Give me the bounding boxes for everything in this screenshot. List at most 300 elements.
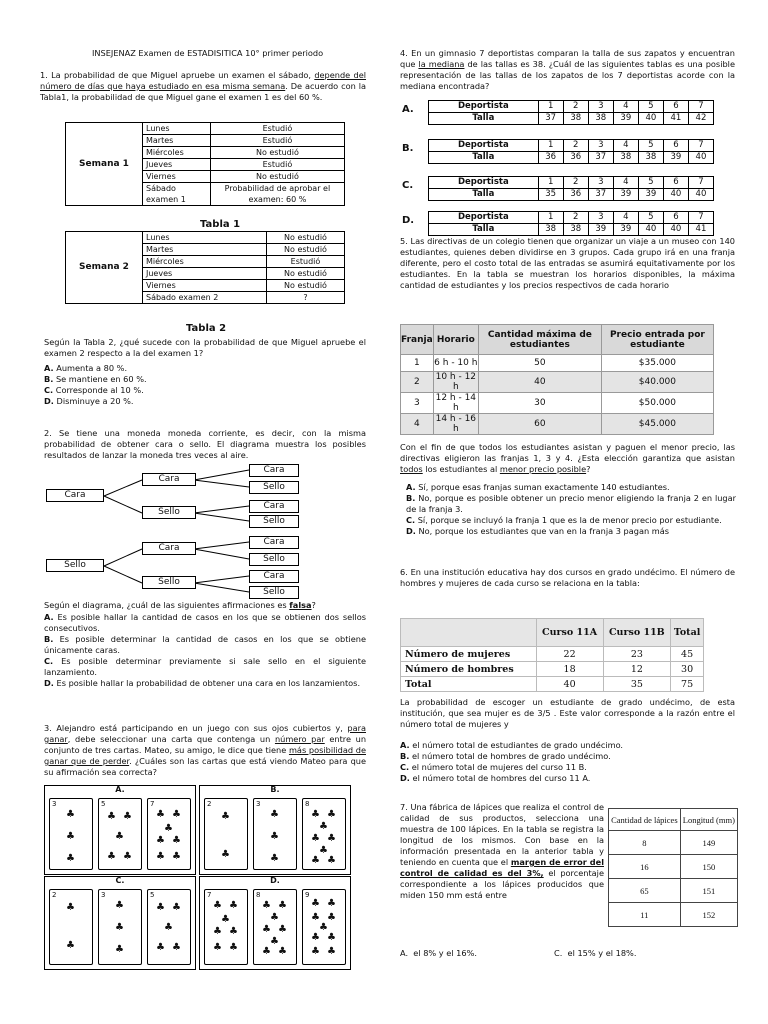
table-cell: 50 bbox=[478, 355, 601, 372]
option-item bbox=[406, 526, 736, 537]
option-item bbox=[406, 515, 736, 526]
club-icon: ♣ bbox=[164, 922, 173, 933]
table-cell: 14 h - 16 h bbox=[433, 414, 478, 435]
playing-card bbox=[253, 889, 297, 965]
status-cell: Probabilidad de aprobar el examen: 60 % bbox=[210, 183, 344, 206]
option-letter: A. bbox=[44, 612, 54, 622]
table-2-caption: Tabla 2 bbox=[186, 323, 227, 334]
athlete-cell: 2 bbox=[563, 101, 588, 113]
option-letter: D. bbox=[406, 526, 416, 536]
table-row bbox=[401, 677, 704, 692]
q7-option-c: C. el 15% y el 18%. bbox=[554, 948, 637, 958]
q1-statement: 1. La probabilidad de que Miguel apruebe un examen el sábado, depende del número de días que haya estudiado en esa misma semana. De acuerdo con la Tabla1, la probabilidad de que Miguel gane el examen 1 es del 60 %. bbox=[40, 70, 367, 102]
panel-label: D. bbox=[270, 876, 280, 885]
talla-cell: 36 bbox=[563, 189, 588, 201]
playing-card bbox=[147, 798, 191, 870]
athlete-row bbox=[429, 212, 714, 224]
status-cell: No estudió bbox=[266, 268, 344, 280]
athlete-cell: 5 bbox=[638, 140, 663, 152]
table-row bbox=[609, 879, 738, 903]
athlete-cell: 5 bbox=[638, 101, 663, 113]
club-icon: ♣ bbox=[327, 833, 336, 844]
club-icon: ♣ bbox=[262, 946, 271, 957]
club-icon: ♣ bbox=[262, 924, 271, 935]
club-icon: ♣ bbox=[107, 851, 116, 862]
option-text: Es posible determinar la cantidad de casos en los que se obtiene únicamente caras. bbox=[44, 634, 366, 655]
option-item bbox=[406, 493, 736, 515]
card-option-b[interactable] bbox=[199, 785, 351, 875]
option-item bbox=[44, 385, 366, 396]
option-letter: B. bbox=[400, 751, 410, 761]
column-header: Franja bbox=[401, 325, 434, 355]
q4-statement: 4. En un gimnasio 7 deportistas comparan la talla de sus zapatos y encuentran que la mediana de las tallas es 38. ¿Cuál de las siguientes tablas es una posible representación de las tallas de los zapatos de los 7 deportistas acorde con la mediana encontrada? bbox=[400, 48, 735, 91]
club-icon: ♣ bbox=[221, 811, 230, 822]
option-item bbox=[44, 656, 366, 678]
club-icon: ♣ bbox=[156, 809, 165, 820]
club-icon: ♣ bbox=[229, 900, 238, 911]
talla-table[interactable] bbox=[428, 139, 714, 164]
table-cell: $40.000 bbox=[601, 372, 713, 393]
table-cell: 1 bbox=[401, 355, 434, 372]
club-icon: ♣ bbox=[270, 831, 279, 842]
club-icon: ♣ bbox=[262, 900, 271, 911]
club-icon: ♣ bbox=[327, 946, 336, 957]
athlete-cell: 3 bbox=[588, 177, 613, 189]
tree-leaf-cara: Cara bbox=[249, 570, 299, 583]
club-icon: ♣ bbox=[311, 946, 320, 957]
card-rank: 3 bbox=[101, 891, 106, 899]
row-label: Talla bbox=[429, 224, 539, 236]
playing-card bbox=[302, 798, 346, 870]
semana-label: Semana 1 bbox=[66, 123, 143, 206]
status-cell: No estudió bbox=[210, 171, 344, 183]
table-cell: 11 bbox=[609, 903, 681, 927]
athlete-cell: 4 bbox=[613, 177, 638, 189]
table-cell: 16 bbox=[609, 855, 681, 879]
talla-cell: 37 bbox=[538, 113, 563, 125]
playing-card bbox=[98, 798, 142, 870]
talla-cell: 41 bbox=[663, 113, 688, 125]
table-1 bbox=[65, 122, 345, 206]
tree-leaf-sello: Sello bbox=[249, 553, 299, 566]
club-icon: ♣ bbox=[311, 809, 320, 820]
club-icon: ♣ bbox=[311, 855, 320, 866]
athlete-cell: 3 bbox=[588, 101, 613, 113]
club-icon: ♣ bbox=[278, 946, 287, 957]
coin-tree-diagram bbox=[44, 460, 374, 598]
talla-row bbox=[429, 189, 714, 201]
table-row bbox=[66, 123, 345, 135]
q4-option-letter: B. bbox=[402, 143, 414, 154]
club-icon: ♣ bbox=[270, 936, 279, 947]
table-cell: 22 bbox=[536, 647, 603, 662]
tree-node-cara: Cara bbox=[142, 473, 196, 486]
table-cell: 149 bbox=[680, 831, 737, 855]
q7-option-a: A. el 8% y el 16%. bbox=[400, 948, 477, 958]
tree-node-sello: Sello bbox=[142, 506, 196, 519]
tree-leaf-cara: Cara bbox=[249, 464, 299, 477]
table-row bbox=[609, 903, 738, 927]
table-row bbox=[401, 414, 714, 435]
club-icon: ♣ bbox=[172, 835, 181, 846]
q5-options bbox=[406, 482, 736, 537]
club-icon: ♣ bbox=[311, 912, 320, 923]
row-label: Talla bbox=[429, 113, 539, 125]
table-cell: 152 bbox=[680, 903, 737, 927]
row-label: Talla bbox=[429, 189, 539, 201]
right-column bbox=[384, 0, 768, 1024]
talla-row bbox=[429, 224, 714, 236]
day-cell: Martes bbox=[143, 244, 267, 256]
talla-cell: 40 bbox=[638, 224, 663, 236]
athlete-cell: 1 bbox=[538, 101, 563, 113]
option-text: el número total de estudiantes de grado undécimo. bbox=[412, 740, 624, 750]
card-rank: 5 bbox=[101, 800, 106, 808]
tree-root-cara: Cara bbox=[46, 489, 104, 502]
athlete-cell: 3 bbox=[588, 212, 613, 224]
day-cell: Miércoles bbox=[143, 147, 211, 159]
athlete-row bbox=[429, 177, 714, 189]
option-text: Disminuye a 20 %. bbox=[56, 396, 134, 406]
card-rank: 8 bbox=[305, 800, 310, 808]
club-icon: ♣ bbox=[172, 851, 181, 862]
table-cell: 12 bbox=[603, 662, 671, 677]
status-cell: Estudió bbox=[210, 135, 344, 147]
column-header: Curso 11A bbox=[536, 619, 603, 647]
row-label: Talla bbox=[429, 152, 539, 164]
talla-cell: 39 bbox=[663, 152, 688, 164]
table-row bbox=[66, 232, 345, 244]
club-icon: ♣ bbox=[66, 940, 75, 951]
q3-statement: 3. Alejandro está participando en un juego con sus ojos cubiertos y, para ganar, debe seleccionar una carta que contenga un número par entre un conjunto de tres cartas. Mateo, su amigo, le dice que tiene más posibilidad de ganar que de perder. ¿Cuáles son las cartas que está viendo Mateo para que su afirmación sea correcta? bbox=[44, 723, 367, 777]
table-cell: Número de mujeres bbox=[401, 647, 537, 662]
card-option-c[interactable] bbox=[44, 876, 196, 970]
option-item bbox=[400, 762, 735, 773]
talla-table[interactable] bbox=[428, 211, 714, 236]
table-cell: 10 h - 12 h bbox=[433, 372, 478, 393]
talla-cell: 35 bbox=[538, 189, 563, 201]
option-text: Es posible hallar la cantidad de casos en los que se obtienen dos sellos consecutivos. bbox=[44, 612, 366, 633]
option-item bbox=[406, 482, 736, 493]
column-header: Precio entrada por estudiante bbox=[601, 325, 713, 355]
club-icon: ♣ bbox=[213, 926, 222, 937]
option-item bbox=[400, 751, 735, 762]
option-text: Se mantiene en 60 %. bbox=[55, 374, 147, 384]
table-cell: $35.000 bbox=[601, 355, 713, 372]
table-row bbox=[401, 355, 714, 372]
table-cell: 30 bbox=[671, 662, 704, 677]
athlete-cell: 5 bbox=[638, 177, 663, 189]
option-text: No, porque es posible obtener un precio menor eligiendo la franja 2 en lugar de la franja 3. bbox=[406, 493, 737, 514]
status-cell: ? bbox=[266, 292, 344, 304]
athlete-cell: 1 bbox=[538, 212, 563, 224]
option-letter: D. bbox=[44, 678, 54, 688]
option-letter: C. bbox=[44, 656, 54, 666]
card-rank: 3 bbox=[256, 800, 261, 808]
column-header: Longitud (mm) bbox=[680, 809, 737, 831]
table-row bbox=[609, 855, 738, 879]
table-cell: 2 bbox=[401, 372, 434, 393]
option-text: Sí, porque se incluyó la franja 1 que es la de menor precio por estudiante. bbox=[417, 515, 722, 525]
card-option-d[interactable] bbox=[199, 876, 351, 970]
club-icon: ♣ bbox=[311, 833, 320, 844]
athlete-cell: 7 bbox=[688, 177, 713, 189]
club-icon: ♣ bbox=[156, 835, 165, 846]
table-row bbox=[609, 831, 738, 855]
club-icon: ♣ bbox=[319, 845, 328, 856]
tree-leaf-sello: Sello bbox=[249, 586, 299, 599]
club-icon: ♣ bbox=[270, 853, 279, 864]
table-cell: 35 bbox=[603, 677, 671, 692]
day-cell: Lunes bbox=[143, 123, 211, 135]
card-rank: 5 bbox=[150, 891, 155, 899]
talla-cell: 37 bbox=[588, 152, 613, 164]
table-cell: Número de hombres bbox=[401, 662, 537, 677]
club-icon: ♣ bbox=[156, 942, 165, 953]
club-icon: ♣ bbox=[115, 922, 124, 933]
talla-cell: 38 bbox=[613, 152, 638, 164]
day-cell: Jueves bbox=[143, 268, 267, 280]
club-icon: ♣ bbox=[66, 853, 75, 864]
option-text: Corresponde al 10 %. bbox=[55, 385, 144, 395]
option-letter: C. bbox=[406, 515, 416, 525]
table-cell: 6 h - 10 h bbox=[433, 355, 478, 372]
tree-leaf-cara: Cara bbox=[249, 500, 299, 513]
option-letter: C. bbox=[400, 762, 410, 772]
option-letter: B. bbox=[44, 634, 54, 644]
table-cell: 40 bbox=[536, 677, 603, 692]
club-icon: ♣ bbox=[156, 902, 165, 913]
option-text: el número total de hombres del curso 11 A. bbox=[412, 773, 591, 783]
status-cell: Estudió bbox=[266, 256, 344, 268]
club-icon: ♣ bbox=[327, 855, 336, 866]
semana-label: Semana 2 bbox=[66, 232, 143, 304]
card-rank: 3 bbox=[52, 800, 57, 808]
athlete-cell: 2 bbox=[563, 177, 588, 189]
table-cell: 3 bbox=[401, 393, 434, 414]
day-cell: Jueves bbox=[143, 159, 211, 171]
q7-statement: 7. Una fábrica de lápices que realiza el control de calidad de sus productos, selecciona una muestra de 100 lápices. En la tabla se registra la longitud de los mismos. Con base en la información presentada en la anterior tabla y teniendo en cuenta que el margen de error del control de calidad es del 3%, el porcentaje correspondiente a los lápices producidos que miden 150 mm está entre bbox=[400, 802, 604, 900]
table-cell: 18 bbox=[536, 662, 603, 677]
club-icon: ♣ bbox=[66, 831, 75, 842]
table-1-caption: Tabla 1 bbox=[200, 219, 241, 230]
card-rank: 2 bbox=[52, 891, 57, 899]
status-cell: Estudió bbox=[210, 123, 344, 135]
column-header bbox=[401, 619, 537, 647]
talla-cell: 40 bbox=[663, 189, 688, 201]
option-letter: D. bbox=[400, 773, 410, 783]
option-text: Es posible determinar previamente si sale sello en el siguiente lanzamiento. bbox=[44, 656, 366, 677]
row-label: Deportista bbox=[429, 212, 539, 224]
club-icon: ♣ bbox=[270, 912, 279, 923]
talla-cell: 40 bbox=[638, 113, 663, 125]
day-cell: Viernes bbox=[143, 171, 211, 183]
club-icon: ♣ bbox=[66, 809, 75, 820]
club-icon: ♣ bbox=[319, 922, 328, 933]
athlete-cell: 5 bbox=[638, 212, 663, 224]
club-icon: ♣ bbox=[115, 944, 124, 955]
club-icon: ♣ bbox=[327, 898, 336, 909]
talla-cell: 37 bbox=[588, 189, 613, 201]
talla-cell: 38 bbox=[638, 152, 663, 164]
club-icon: ♣ bbox=[164, 823, 173, 834]
option-item bbox=[44, 396, 366, 407]
talla-cell: 39 bbox=[613, 224, 638, 236]
club-icon: ♣ bbox=[311, 932, 320, 943]
option-item bbox=[400, 740, 735, 751]
q4-option-letter: C. bbox=[402, 180, 414, 191]
status-cell: No estudió bbox=[266, 244, 344, 256]
club-icon: ♣ bbox=[270, 809, 279, 820]
option-letter: B. bbox=[44, 374, 54, 384]
table-row bbox=[401, 647, 704, 662]
club-icon: ♣ bbox=[66, 902, 75, 913]
card-rank: 9 bbox=[305, 891, 310, 899]
card-rank: 2 bbox=[207, 800, 212, 808]
athlete-cell: 1 bbox=[538, 177, 563, 189]
talla-cell: 39 bbox=[588, 224, 613, 236]
talla-cell: 42 bbox=[688, 113, 713, 125]
club-icon: ♣ bbox=[221, 914, 230, 925]
talla-cell: 41 bbox=[688, 224, 713, 236]
table-row bbox=[401, 662, 704, 677]
talla-cell: 38 bbox=[538, 224, 563, 236]
club-icon: ♣ bbox=[213, 942, 222, 953]
athlete-cell: 6 bbox=[663, 140, 688, 152]
card-rank: 7 bbox=[150, 800, 155, 808]
talla-cell: 38 bbox=[563, 113, 588, 125]
athlete-row bbox=[429, 101, 714, 113]
header-row bbox=[401, 619, 704, 647]
athlete-cell: 2 bbox=[563, 140, 588, 152]
q5-question: Con el fin de que todos los estudiantes asistan y paguen el menor precio, las directivas eligieron las franjas 1, 3 y 4. ¿Esta elección garantiza que asistan todos los estudiantes al menor precio posible? bbox=[400, 442, 735, 474]
playing-card bbox=[147, 889, 191, 965]
club-icon: ♣ bbox=[229, 926, 238, 937]
option-letter: C. bbox=[44, 385, 54, 395]
club-icon: ♣ bbox=[123, 811, 132, 822]
option-letter: A. bbox=[44, 363, 54, 373]
club-icon: ♣ bbox=[107, 811, 116, 822]
talla-cell: 38 bbox=[563, 224, 588, 236]
option-item bbox=[44, 634, 366, 656]
table-cell: 23 bbox=[603, 647, 671, 662]
tree-root-sello: Sello bbox=[46, 559, 104, 572]
day-cell: Sábado examen 2 bbox=[143, 292, 267, 304]
club-icon: ♣ bbox=[115, 900, 124, 911]
row-label: Deportista bbox=[429, 101, 539, 113]
playing-card bbox=[253, 798, 297, 870]
playing-card bbox=[49, 889, 93, 965]
club-icon: ♣ bbox=[172, 902, 181, 913]
athlete-cell: 3 bbox=[588, 140, 613, 152]
panel-label: C. bbox=[115, 876, 125, 885]
club-icon: ♣ bbox=[319, 821, 328, 832]
column-header: Horario bbox=[433, 325, 478, 355]
card-rank: 8 bbox=[256, 891, 261, 899]
option-letter: A. bbox=[400, 740, 410, 750]
table-cell: $45.000 bbox=[601, 414, 713, 435]
club-icon: ♣ bbox=[123, 851, 132, 862]
status-cell: No estudió bbox=[266, 232, 344, 244]
talla-table[interactable] bbox=[428, 176, 714, 201]
table-cell: 45 bbox=[671, 647, 704, 662]
panel-label: A. bbox=[115, 785, 125, 794]
talla-cell: 39 bbox=[613, 189, 638, 201]
option-text: Aumenta a 80 %. bbox=[56, 363, 128, 373]
club-icon: ♣ bbox=[327, 809, 336, 820]
cursos-table bbox=[400, 618, 704, 692]
club-icon: ♣ bbox=[327, 932, 336, 943]
panel-label: B. bbox=[270, 785, 280, 794]
club-icon: ♣ bbox=[327, 912, 336, 923]
talla-cell: 39 bbox=[613, 113, 638, 125]
athlete-cell: 6 bbox=[663, 101, 688, 113]
talla-cell: 40 bbox=[688, 152, 713, 164]
franja-table bbox=[400, 324, 714, 435]
q5-statement: 5. Las directivas de un colegio tienen que organizar un viaje a un museo con 140 estudiantes, quienes deben dividirse en 3 grupos. Cada grupo irá en una franja diferente, pero el costo total de las entradas se asumirá equitativamente por los estudiantes. En la tabla se muestran los horarios disponibles, la máxima cantidad de estudiantes y los precios respectivos de cada horario bbox=[400, 236, 735, 290]
option-item bbox=[400, 773, 735, 784]
table-2 bbox=[65, 231, 345, 304]
playing-card bbox=[204, 889, 248, 965]
talla-cell: 36 bbox=[538, 152, 563, 164]
option-text: Es posible hallar la probabilidad de obtener una cara en los lanzamientos. bbox=[56, 678, 361, 688]
talla-cell: 39 bbox=[638, 189, 663, 201]
table-cell: Total bbox=[401, 677, 537, 692]
column-header: Cantidad máxima de estudiantes bbox=[478, 325, 601, 355]
option-item bbox=[44, 678, 366, 689]
playing-card bbox=[204, 798, 248, 870]
card-option-a[interactable] bbox=[44, 785, 196, 875]
playing-card bbox=[98, 889, 142, 965]
table-cell: 12 h - 14 h bbox=[433, 393, 478, 414]
table-cell: 30 bbox=[478, 393, 601, 414]
talla-table[interactable] bbox=[428, 100, 714, 125]
table-cell: $50.000 bbox=[601, 393, 713, 414]
club-icon: ♣ bbox=[229, 942, 238, 953]
table-cell: 4 bbox=[401, 414, 434, 435]
club-icon: ♣ bbox=[156, 851, 165, 862]
day-cell: Miércoles bbox=[143, 256, 267, 268]
option-item bbox=[44, 612, 366, 634]
option-letter: A. bbox=[406, 482, 416, 492]
table-cell: 75 bbox=[671, 677, 704, 692]
table-row bbox=[401, 372, 714, 393]
status-cell: Estudió bbox=[210, 159, 344, 171]
athlete-cell: 4 bbox=[613, 140, 638, 152]
table-row bbox=[401, 393, 714, 414]
q1-question: Según la Tabla 2, ¿qué sucede con la probabilidad de que Miguel apruebe el examen 2 respecto a la del examen 1? bbox=[44, 337, 366, 358]
q2-statement: 2. Se tiene una moneda moneda corriente, es decir, con la misma probabilidad de obtener cara o sello. El diagrama muestra los posibles resultados de lanzar la moneda tres veces al aire. bbox=[44, 428, 366, 460]
tree-node-sello: Sello bbox=[142, 576, 196, 589]
column-header: Cantidad de lápices bbox=[609, 809, 681, 831]
tree-leaf-sello: Sello bbox=[249, 481, 299, 494]
day-cell: Lunes bbox=[143, 232, 267, 244]
talla-row bbox=[429, 113, 714, 125]
athlete-cell: 4 bbox=[613, 212, 638, 224]
talla-cell: 40 bbox=[688, 189, 713, 201]
q6-statement: 6. En una institución educativa hay dos cursos en grado undécimo. El número de hombres y mujeres de cada curso se relaciona en la tabla: bbox=[400, 567, 735, 588]
status-cell: No estudió bbox=[266, 280, 344, 292]
club-icon: ♣ bbox=[172, 942, 181, 953]
table-cell: 8 bbox=[609, 831, 681, 855]
playing-card bbox=[302, 889, 346, 965]
option-text: el número total de hombres de grado undécimo. bbox=[411, 751, 611, 761]
status-cell: No estudió bbox=[210, 147, 344, 159]
page-title: INSEJENAZ Examen de ESTADISITICA 10° primer periodo bbox=[92, 48, 324, 58]
option-letter: D. bbox=[44, 396, 54, 406]
athlete-cell: 1 bbox=[538, 140, 563, 152]
athlete-cell: 6 bbox=[663, 177, 688, 189]
